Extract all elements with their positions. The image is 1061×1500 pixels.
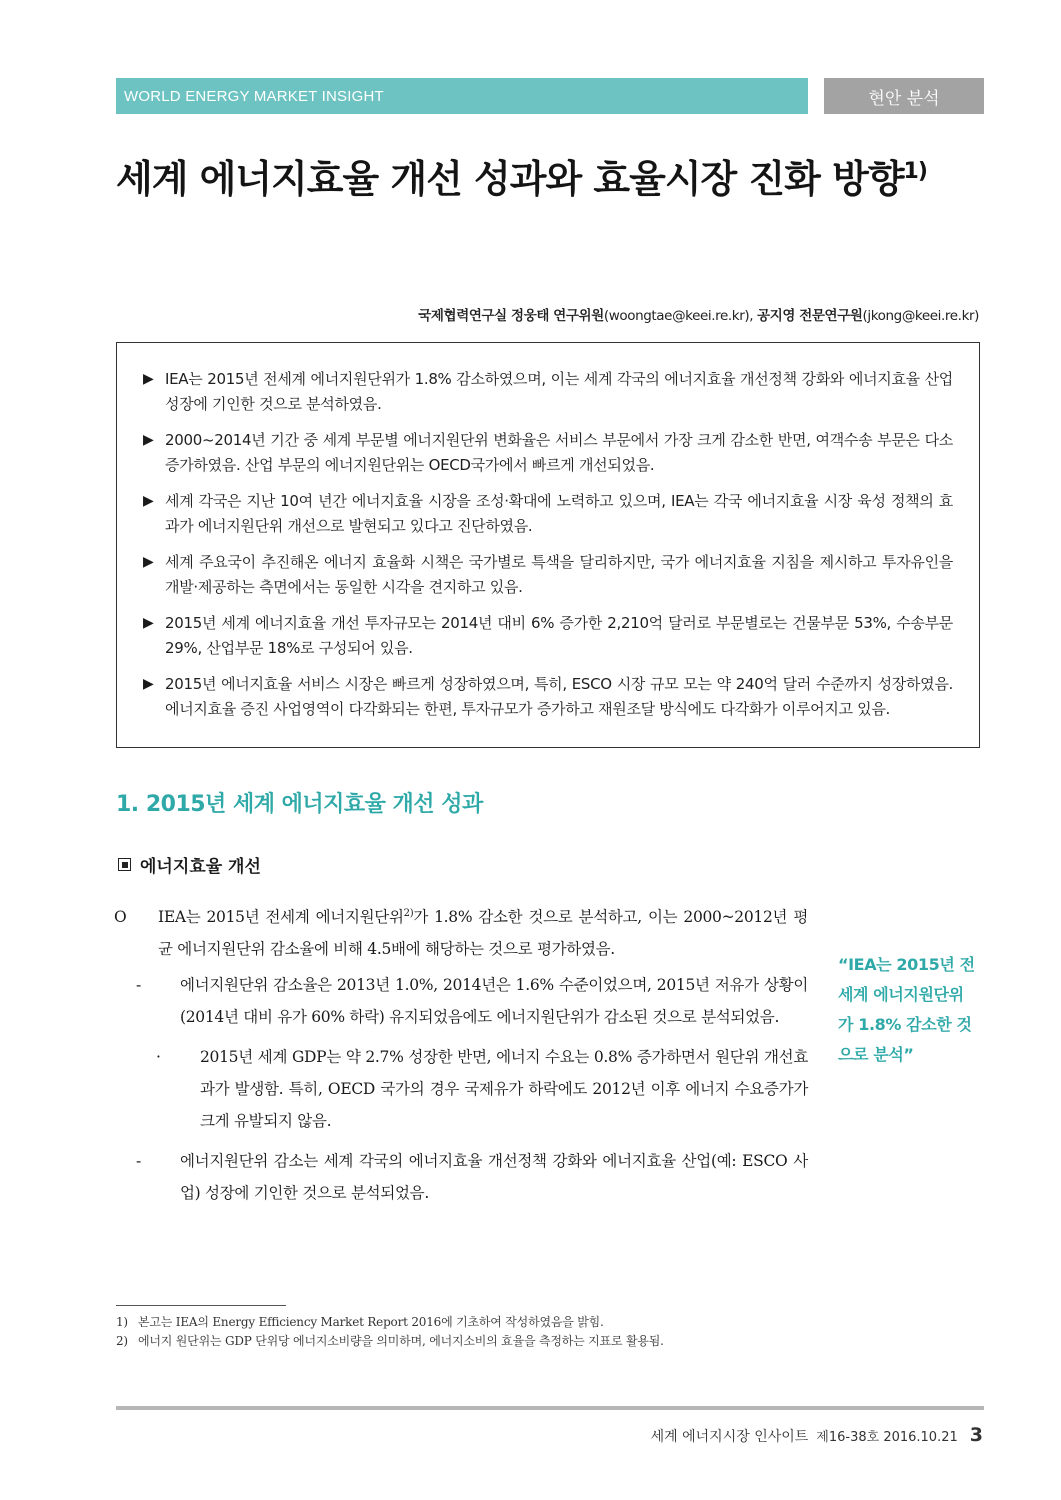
body-paragraph: [136, 969, 808, 1033]
body-paragraph: [136, 1145, 808, 1209]
dash-bullet-icon: -: [136, 1152, 141, 1170]
footnote-ref: 2): [403, 908, 414, 919]
section-heading: 1. 2015년 세계 에너지효율 개선 성과: [116, 792, 483, 817]
triangle-bullet-icon: ▶: [143, 676, 154, 692]
summary-text: 세계 주요국이 추진해온 에너지 효율화 시책은 국가별로 특색을 달리하지만, 국가 에너지효율 지침을 제시하고 투자유인을 개발·제공하는 측면에서는 동일한 시각을 견지하고 있음.: [165, 553, 953, 596]
footer-divider: [116, 1406, 984, 1410]
author-1-email: (woongtae@keei.re.kr),: [603, 308, 754, 324]
dash-bullet-icon: -: [136, 976, 141, 994]
footnotes: [116, 1313, 808, 1351]
circle-bullet-icon: O: [114, 908, 127, 926]
triangle-bullet-icon: ▶: [143, 493, 154, 509]
series-title: WORLD ENERGY MARKET INSIGHT: [124, 87, 384, 105]
footnote-item: [116, 1332, 808, 1351]
paragraph-text: 에너지원단위 감소율은 2013년 1.0%, 2014년은 1.6% 수준이었으며, 2015년 저유가 상황이(2014년 대비 유가 60% 하락) 유지되었음에도 에너지원단위가 감소된 것으로 분석되었음.: [180, 976, 808, 1026]
author-2-name: 공지영 전문연구원: [757, 308, 863, 324]
summary-text: 2000~2014년 기간 중 세계 부문별 에너지원단위 변화율은 서비스 부문에서 가장 크게 감소한 반면, 여객수송 부문은 다소 증가하였음. 산업 부문의 에너지원단위는 OECD국가에서 빠르게 개선되었음.: [165, 431, 953, 474]
triangle-bullet-icon: ▶: [143, 432, 154, 448]
summary-item: [143, 611, 953, 661]
triangle-bullet-icon: ▶: [143, 615, 154, 631]
summary-item: [143, 428, 953, 478]
pull-quote: “IEA는 2015년 전세계 에너지원단위가 1.8% 감소한 것으로 분석”: [838, 955, 975, 1064]
summary-item: [143, 550, 953, 600]
summary-text: 세계 각국은 지난 10여 년간 에너지효율 시장을 조성·확대에 노력하고 있으며, IEA는 각국 에너지효율 시장 육성 정책의 효과가 에너지원단위 개선으로 발현되고 있다고 진단하였음.: [165, 492, 953, 535]
triangle-bullet-icon: ▶: [143, 554, 154, 570]
page-number: 3: [969, 1424, 983, 1446]
publication-name: 세계 에너지시장 인사이트: [650, 1429, 809, 1445]
footnote-text: 본고는 IEA의 Energy Efficiency Market Report 2016에 기초하여 작성하였음을 밝힘.: [138, 1315, 604, 1329]
title-footnote-ref: 1): [903, 159, 927, 184]
page-title: [116, 148, 996, 203]
issue-info: 제16-38호 2016.10.21: [816, 1430, 958, 1445]
summary-text: IEA는 2015년 전세계 에너지원단위가 1.8% 감소하였으며, 이는 세계 각국의 에너지효율 개선정책 강화와 에너지효율 산업 성장에 기인한 것으로 분석하였음.: [165, 370, 953, 413]
paragraph-text: 가 1.8% 감소한 것으로 분석하고, 이는 2000~2012년 평균 에너지원단위 감소율에 비해 4.5배에 해당하는 것으로 평가하였음.: [158, 908, 808, 958]
body-paragraph: [136, 1041, 808, 1137]
summary-item: [143, 489, 953, 539]
footnote-divider: [116, 1305, 286, 1306]
body-paragraph: [114, 898, 808, 965]
series-header-bar: [116, 78, 808, 114]
author-line: [418, 304, 979, 324]
summary-text: 2015년 에너지효율 서비스 시장은 빠르게 성장하였으며, 특히, ESCO 시장 규모 모는 약 240억 달러 수준까지 성장하였음. 에너지효율 증진 사업영역이 다각화되는 한편, 투자규모가 증가하고 재원조달 방식에도 다각화가 이루어지고 있음.: [165, 675, 953, 718]
paragraph-text: IEA는 2015년 전세계 에너지원단위: [158, 908, 404, 926]
subsection-title: 에너지효율 개선: [140, 857, 261, 877]
footnote-text: 에너지 원단위는 GDP 단위당 에너지소비량을 의미하며, 에너지소비의 효율을 측정하는 지표로 활용됨.: [138, 1334, 664, 1348]
footnote-number: 1): [116, 1315, 128, 1329]
summary-item: [143, 367, 953, 417]
page-footer: [651, 1424, 983, 1446]
author-2-email: (jkong@keei.re.kr): [862, 308, 979, 324]
body-text: [114, 898, 808, 1209]
subsection-heading: [118, 852, 261, 877]
category-tag: [824, 78, 984, 114]
paragraph-text: 2015년 세계 GDP는 약 2.7% 성장한 반면, 에너지 수요는 0.8% 증가하면서 원단위 개선효과가 발생함. 특히, OECD 국가의 경우 국제유가 하락에도 2012년 이후 에너지 수요증가가 크게 유발되지 않음.: [200, 1048, 808, 1130]
summary-text: 2015년 세계 에너지효율 개선 투자규모는 2014년 대비 6% 증가한 2,210억 달러로 부문별로는 건물부문 53%, 수송부문 29%, 산업부문 18%로 구성되어 있음.: [165, 614, 953, 657]
title-text: 세계 에너지효율 개선 성과와 효율시장 진화 방향: [116, 157, 904, 201]
footnote-item: [116, 1313, 808, 1332]
summary-item: [143, 672, 953, 722]
paragraph-text: 에너지원단위 감소는 세계 각국의 에너지효율 개선정책 강화와 에너지효율 산업(예: ESCO 사업) 성장에 기인한 것으로 분석되었음.: [180, 1152, 808, 1202]
filled-square-icon: [118, 858, 131, 871]
footnote-number: 2): [116, 1334, 128, 1348]
category-label: 현안 분석: [868, 88, 940, 109]
triangle-bullet-icon: ▶: [143, 371, 154, 387]
dot-bullet-icon: ·: [156, 1048, 161, 1066]
author-1-name: 국제협력연구실 정웅태 연구위원: [418, 308, 604, 324]
summary-box: [116, 342, 980, 748]
